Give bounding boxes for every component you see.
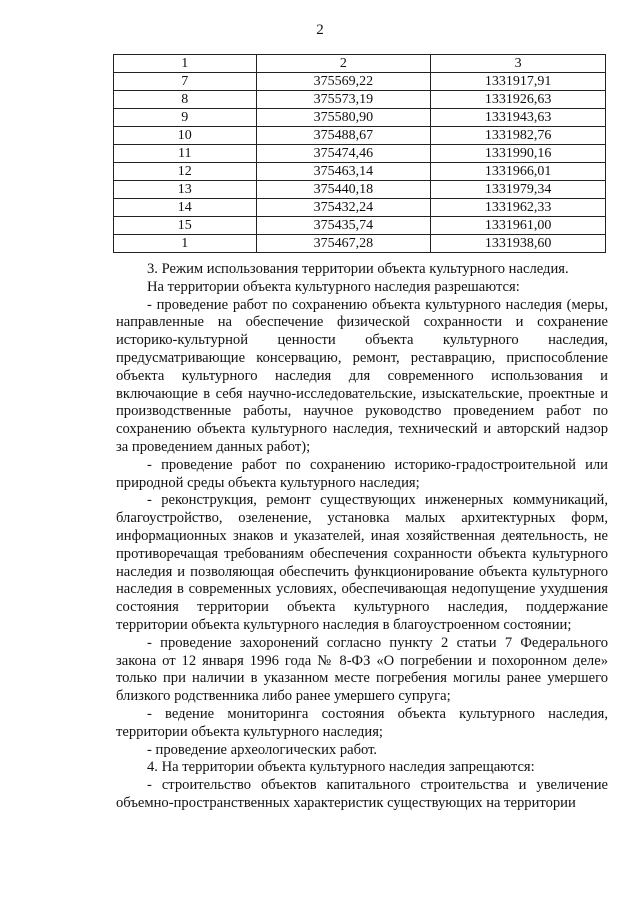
point-number-cell: 9 — [114, 109, 257, 127]
x-coordinate-cell: 375435,74 — [256, 217, 431, 235]
point-number-cell: 1 — [114, 235, 257, 253]
point-number-cell: 7 — [114, 73, 257, 91]
y-coordinate-cell: 1331990,16 — [431, 145, 606, 163]
table-row — [114, 109, 606, 127]
y-coordinate-cell: 1331982,76 — [431, 127, 606, 145]
x-coordinate-cell: 375432,24 — [256, 199, 431, 217]
list-item: - проведение захоронений согласно пункту 2 статьи 7 Федерального закона от 12 января 1996 года № 8-ФЗ «О погребении и похоронном деле» только при наличии в указанном месте погребения могилы ранее умершего близкого родственника либо ранее умершего супруга; — [116, 634, 608, 705]
paragraph: На территории объекта культурного наследия разрешаются: — [147, 278, 520, 295]
x-coordinate-cell: 375569,22 — [256, 73, 431, 91]
list-item: - проведение работ по сохранению объекта культурного наследия (меры, направленные на обеспечение физической сохранности и сохранение историко-культурной ценности объекта культурного наследия, предусматривающие консервацию, ремонт, реставрацию, приспособление объекта культурного наследия для современного использования и включающие в себя научно-исследовательские, изыскательские, проектные и производственные работы, научное руководство проведением работ по сохранению объекта культурного наследия, технический и авторский надзор за проведением данных работ); — [116, 296, 608, 455]
y-coordinate-cell: 1331938,60 — [431, 235, 606, 253]
point-number-cell: 10 — [114, 127, 257, 145]
table-row — [114, 181, 606, 199]
table-row — [114, 91, 606, 109]
x-coordinate-cell: 375463,14 — [256, 163, 431, 181]
document-body — [116, 261, 608, 813]
x-coordinate-cell: 375488,67 — [256, 127, 431, 145]
table-row — [114, 145, 606, 163]
list-item: - реконструкция, ремонт существующих инженерных коммуникаций, благоустройство, озеленение, установка малых архитектурных форм, информационных знаков и указателей, иная хозяйственная деятельность, не противоречащая требованиям обеспечения сохранности объекта культурного наследия и позволяющая обеспечить функционирование объекта культурного наследия в современных условиях, обеспечивающая недопущение ухудшения состояния территории объекта культурного наследия, поддержание территории объекта культурного наследия в благоустроенном состоянии; — [116, 492, 608, 633]
point-number-cell: 14 — [114, 199, 257, 217]
section-heading: 3. Режим использования территории объекта культурного наследия. — [147, 261, 569, 277]
x-coordinate-cell: 375467,28 — [256, 235, 431, 253]
point-number-cell: 11 — [114, 145, 257, 163]
y-coordinate-cell: 1331979,34 — [431, 181, 606, 199]
y-coordinate-cell: 1331943,63 — [431, 109, 606, 127]
table-row — [114, 73, 606, 91]
x-coordinate-cell: 375580,90 — [256, 109, 431, 127]
x-coordinate-cell: 375440,18 — [256, 181, 431, 199]
table-header-cell: 3 — [431, 55, 606, 73]
table-row — [114, 235, 606, 253]
table-header-cell: 2 — [256, 55, 431, 73]
table-row — [114, 199, 606, 217]
section-heading: 4. На территории объекта культурного наследия запрещаются: — [147, 759, 535, 776]
table-header-row — [114, 55, 606, 73]
x-coordinate-cell: 375474,46 — [256, 145, 431, 163]
page-number: 2 — [316, 22, 324, 38]
list-item: - ведение мониторинга состояния объекта культурного наследия, территории объекта культурного наследия; — [116, 705, 608, 740]
list-item: - строительство объектов капитального строительства и увеличение объемно-пространственных характеристик существующих на территории — [116, 777, 608, 811]
list-item: - проведение археологических работ. — [147, 741, 378, 758]
y-coordinate-cell: 1331961,00 — [431, 217, 606, 235]
coordinates-table — [113, 54, 606, 253]
point-number-cell: 15 — [114, 217, 257, 235]
y-coordinate-cell: 1331917,91 — [431, 73, 606, 91]
table-row — [114, 217, 606, 235]
x-coordinate-cell: 375573,19 — [256, 91, 431, 109]
point-number-cell: 12 — [114, 163, 257, 181]
table-row — [114, 127, 606, 145]
y-coordinate-cell: 1331962,33 — [431, 199, 606, 217]
point-number-cell: 8 — [114, 91, 257, 109]
table-row — [114, 163, 606, 181]
y-coordinate-cell: 1331926,63 — [431, 91, 606, 109]
list-item: - проведение работ по сохранению историко-градостроительной или природной среды объекта культурного наследия; — [116, 456, 608, 491]
y-coordinate-cell: 1331966,01 — [431, 163, 606, 181]
point-number-cell: 13 — [114, 181, 257, 199]
table-header-cell: 1 — [114, 55, 257, 73]
